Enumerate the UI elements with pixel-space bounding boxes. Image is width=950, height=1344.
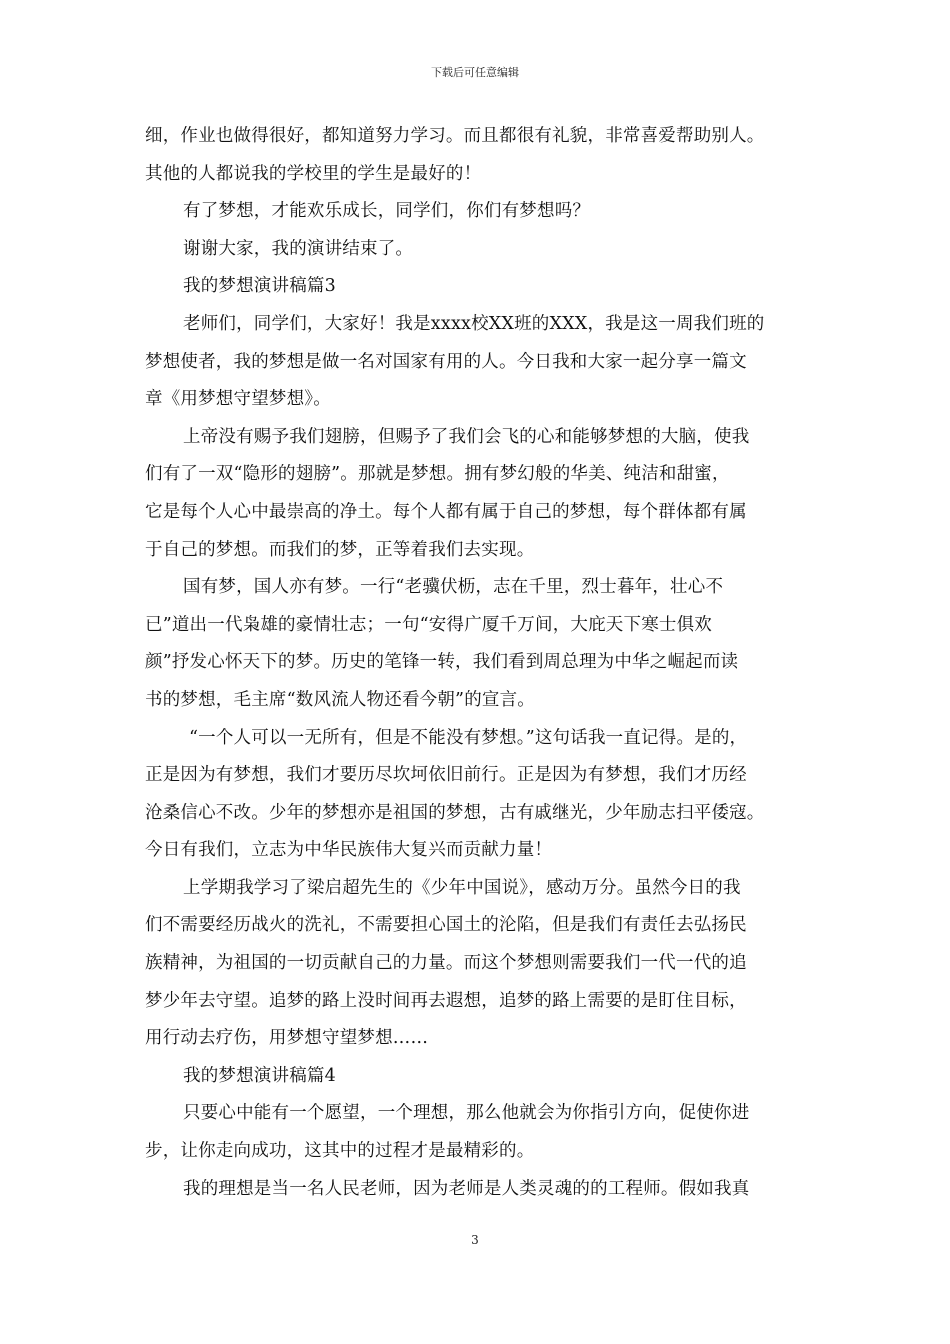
paragraph-start: 上帝没有赐予我们翅膀，但赐予了我们会飞的心和能够梦想的大脑，使我 <box>183 426 750 447</box>
text-line: 今日有我们，立志为中华民族伟大复兴而贡献力量！ <box>145 840 553 861</box>
text-line: 颜”抒发心怀天下的梦。历史的笔锋一转，我们看到周总理为中华之崛起而读 <box>145 652 739 673</box>
text-line: 梦少年去守望。追梦的路上没时间再去遐想，追梦的路上需要的是盯住目标， <box>145 990 747 1011</box>
text-line: 于自己的梦想。而我们的梦，正等着我们去实现。 <box>145 539 535 560</box>
text-line: 已”道出一代枭雄的豪情壮志；一句“安得广厦千万间，大庇天下寒士俱欢 <box>145 614 712 635</box>
paragraph-start: 老师们，同学们，大家好！我是xxxx校XX班的XXX，我是这一周我们班的 <box>183 313 765 334</box>
text-line: 正是因为有梦想，我们才要历尽坎坷依旧前行。正是因为有梦想，我们才历经 <box>145 765 747 786</box>
section-heading: 我的梦想演讲稿篇3 <box>183 276 336 297</box>
paragraph-start: 只要心中能有一个愿望，一个理想，那么他就会为你指引方向，促使你进 <box>183 1103 750 1124</box>
page-header: 下载后可任意编辑 <box>431 66 519 79</box>
page-number: 3 <box>471 1233 479 1247</box>
text-line: 书的梦想，毛主席“数风流人物还看今朝”的宣言。 <box>145 689 535 710</box>
section-heading: 我的梦想演讲稿篇4 <box>183 1065 336 1086</box>
text-line: 步，让你走向成功，这其中的过程才是最精彩的。 <box>145 1141 535 1162</box>
paragraph-start: “一个人可以一无所有，但是不能没有梦想。”这句话我一直记得。是的， <box>189 727 748 748</box>
document-body <box>145 118 821 1208</box>
paragraph-start: 上学期我学习了梁启超先生的《少年中国说》，感动万分。虽然今日的我 <box>183 877 741 898</box>
text-line: 族精神，为祖国的一切贡献自己的力量。而这个梦想则需要我们一代一代的追 <box>145 953 747 974</box>
paragraph-start: 国有梦，国人亦有梦。一行“老骥伏枥，志在千里，烈士暮年，壮心不 <box>183 577 724 598</box>
text-line: 沧桑信心不改。少年的梦想亦是祖国的梦想，古有戚继光，少年励志扫平倭寇。 <box>145 802 765 823</box>
text-line: 梦想使者，我的梦想是做一名对国家有用的人。今日我和大家一起分享一篇文 <box>145 351 747 372</box>
text-line: 细，作业也做得很好，都知道努力学习。而且都很有礼貌，非常喜爱帮助别人。 <box>145 126 765 146</box>
paragraph-start: 我的理想是当一名人民老师，因为老师是人类灵魂的的工程师。假如我真 <box>183 1178 750 1199</box>
text-line: 们不需要经历战火的洗礼，不需要担心国土的沦陷，但是我们有责任去弘扬民 <box>145 915 747 936</box>
text-line: 们有了一双“隐形的翅膀”。那就是梦想。拥有梦幻般的华美、纯洁和甜蜜， <box>145 464 730 485</box>
text-line: 章《用梦想守望梦想》。 <box>145 389 331 410</box>
text-line: 其他的人都说我的学校里的学生是最好的！ <box>145 163 482 184</box>
paragraph-start: 有了梦想，才能欢乐成长，同学们，你们有梦想吗？ <box>183 201 591 222</box>
text-line: 用行动去疗伤，用梦想守望梦想…… <box>145 1028 429 1049</box>
paragraph-start: 谢谢大家，我的演讲结束了。 <box>183 238 414 259</box>
text-line: 它是每个人心中最崇高的净土。每个人都有属于自己的梦想，每个群体都有属 <box>145 501 747 522</box>
